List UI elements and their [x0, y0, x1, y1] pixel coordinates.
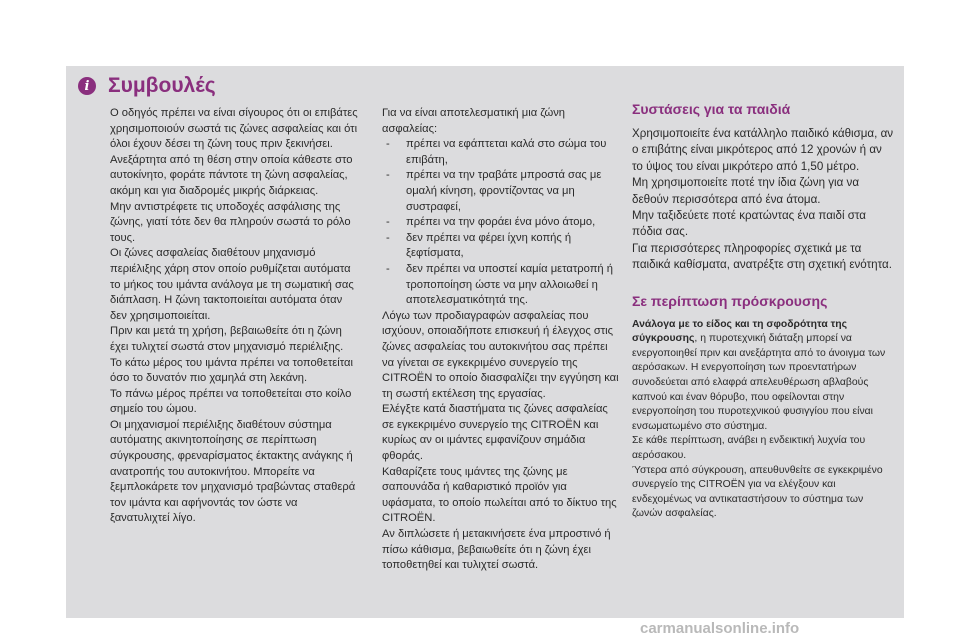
list-item: - δεν πρέπει να υποστεί καμία μετατροπή ή τροποποίηση ώστε να μην αλλοιωθεί η αποτελεσματικότητά της.: [382, 262, 622, 309]
watermark: carmanualsonline.info: [640, 620, 800, 637]
requirements-list: [382, 137, 622, 309]
info-icon: i: [78, 77, 96, 95]
paragraph: Χρησιμοποιείτε ένα κατάλληλο παιδικό κάθισμα, αν ο επιβάτης είναι μικρότερος από 12 χρονών ή αν το ύψος του είναι μικρότερο από 1,50 μέτρο.: [632, 127, 894, 173]
paragraph: Καθαρίζετε τους ιμάντες της ζώνης με σαπουνάδα ή καθαριστικό προϊόν για υφάσματα, το οποίο πωλείται από το δίκτυο της CITROËN.: [382, 465, 617, 525]
list-item: - πρέπει να την τραβάτε μπροστά σας με ομαλή κίνηση, φροντίζοντας να μη συστραφεί,: [382, 168, 622, 215]
list-item: - πρέπει να την φοράει ένα μόνο άτομο,: [382, 215, 622, 231]
section-header: [78, 74, 216, 98]
paragraph: [632, 318, 894, 435]
paragraph: Αν διπλώσετε ή μετακινήσετε ένα μπροστινό ή πίσω κάθισμα, βεβαιωθείτε ότι η ζώνη έχει τοποθετηθεί και τυλιχτεί σωστά.: [382, 528, 611, 572]
children-heading: Συστάσεις για τα παιδιά: [632, 101, 791, 117]
paragraph: Το πάνω μέρος πρέπει να τοποθετείται στο κοίλο σημείο του ώμου.: [110, 387, 352, 416]
column-effectiveness: [382, 106, 622, 574]
lead-rest: , η πυροτεχνική διάταξη μπορεί να ενεργοποιηθεί πριν και ανεξάρτητα από το άνοιγμα των αερόσακων. Η ενεργοποίηση των προεντατήρων συνοδεύεται από ελαφρά απελευθέρωση αβλαβούς καπνού και έναν θόρυβο, που οφείλονται στην ενεργοποίηση του πυροτεχνικού φυσιγγίου που είναι ενσωματωμένο στο σύστημα.: [632, 333, 886, 432]
paragraph: Μη χρησιμοποιείτε ποτέ την ίδια ζώνη για να δεθούν περισσότερα από ένα άτομα.: [632, 176, 860, 206]
list-item: - δεν πρέπει να φέρει ίχνη κοπής ή ξεφτίσματα,: [382, 231, 622, 262]
intro-text: Για να είναι αποτελεσματική μια ζώνη ασφαλείας:: [382, 107, 566, 135]
impact-section: [632, 292, 894, 522]
paragraph: Μην αντιστρέφετε τις υποδοχές ασφάλισης της ζώνης, γιατί τότε δεν θα πληρούν σωστά το ρόλο τους.: [110, 200, 351, 244]
list-item: - πρέπει να εφάπτεται καλά στο σώμα του επιβάτη,: [382, 137, 622, 168]
column-children-impact: [632, 101, 894, 522]
paragraph: Λόγω των προδιαγραφών ασφαλείας που ισχύουν, οποιαδήποτε επισκευή ή έλεγχος στις ζώνες ασφαλείας του αυτοκινήτου σας πρέπει να γίνεται σε εγκεκριμένο συνεργείο της CITROËN το οποίο διασφαλίζει την εγγύηση και τη σωστή εκτέλεση της εργασίας.: [382, 309, 619, 400]
lead-bold: Ανάλογα με το είδος και τη σφοδρότητα της σύγκρουσης: [632, 318, 848, 345]
paragraph: Μην ταξιδεύετε ποτέ κρατώντας ένα παιδί στα πόδια σας.: [632, 209, 867, 239]
paragraph: Ύστερα από σύγκρουση, απευθυνθείτε σε εγκεκριμένο συνεργείο της CITROËN για να ελέγξουν και ενδεχομένως να αντικαταστήσουν το σύστημα των ζωνών ασφαλείας.: [632, 464, 883, 520]
column-advice: [110, 106, 360, 527]
paragraph: Οι μηχανισμοί περιέλιξης διαθέτουν σύστημα αυτόματης ακινητοποίησης σε περίπτωση σύγκρουσης, φρεναρίσματος έκτακτης ανάγκης ή ανατροπής του αυτοκινήτου. Μπορείτε να ξεμπλοκάρετε τον μηχανισμό τραβώντας σταθερά τον ιμάντα και αφήνοντάς τον ώστε να ξανατυλιχτεί λίγο.: [110, 418, 356, 525]
paragraph: Ελέγξτε κατά διαστήματα τις ζώνες ασφαλείας σε εγκεκριμένο συνεργείο της CITROËN και κυρίως αν οι ιμάντες εμφανίζουν σημάδια φθοράς.: [382, 403, 608, 463]
paragraph: Σε κάθε περίπτωση, ανάβει η ενδεικτική λυχνία του αερόσακου.: [632, 435, 866, 461]
paragraph: Το κάτω μέρος του ιμάντα πρέπει να τοποθετείται όσο το δυνατόν πιο χαμηλά στη λεκάνη.: [110, 356, 353, 385]
page-title: Συμβουλές: [108, 74, 216, 97]
paragraph: Οι ζώνες ασφαλείας διαθέτουν μηχανισμό περιέλιξης χάρη στον οποίο ρυθμίζεται αυτόματα το μήκος του ιμάντα ανάλογα με τη σωματική σας διάπλαση. Η ζώνη τακτοποιείται αυτόματα όταν δεν χρησιμοποιείται.: [110, 247, 354, 322]
children-section: [632, 100, 894, 274]
paragraph: Πριν και μετά τη χρήση, βεβαιωθείτε ότι η ζώνη έχει τυλιχτεί σωστά στον μηχανισμό περιέλιξης.: [110, 325, 344, 353]
paragraph: Ο οδηγός πρέπει να είναι σίγουρος ότι οι επιβάτες χρησιμοποιούν σωστά τις ζώνες ασφαλείας και ότι όλοι έχουν δέσει τη ζώνη τους πριν ξεκινήσει.: [110, 107, 358, 151]
paragraph: Ανεξάρτητα από τη θέση στην οποία κάθεστε στο αυτοκίνητο, φοράτε πάντοτε τη ζώνη ασφαλείας, ακόμη και για διαδρομές μικρής διάρκειας.: [110, 153, 353, 197]
impact-heading: Σε περίπτωση πρόσκρουσης: [632, 292, 828, 309]
paragraph: Για περισσότερες πληροφορίες σχετικά με τα παιδικά καθίσματα, ανατρέξτε στη σχετική ενότητα.: [632, 241, 892, 272]
